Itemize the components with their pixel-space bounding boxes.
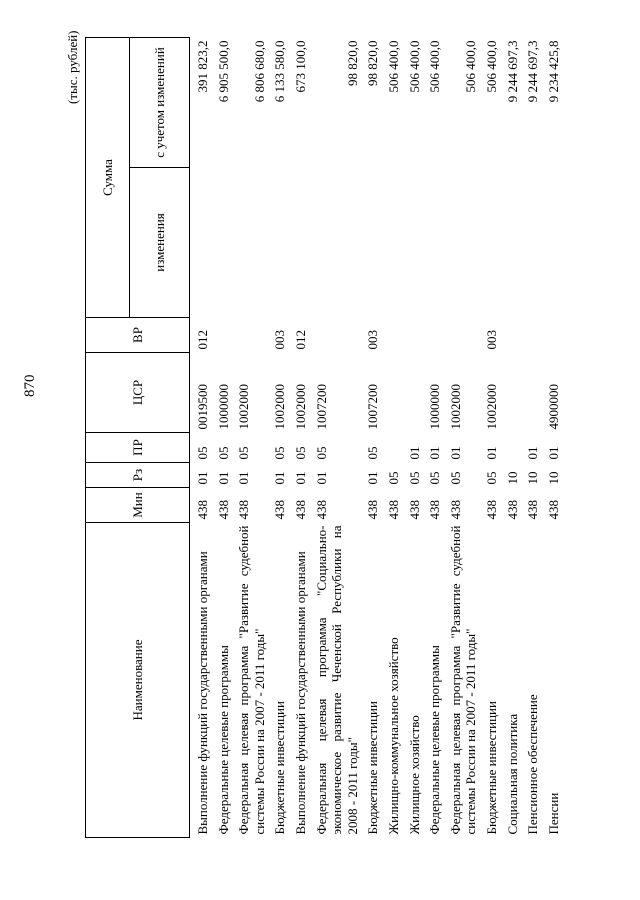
row-pr: 01 bbox=[447, 446, 463, 460]
row-total: 506 400,0 bbox=[427, 40, 443, 93]
header-name: Наименование bbox=[86, 523, 190, 838]
row-min: 438 bbox=[525, 500, 541, 520]
row-total: 9 234 425,8 bbox=[545, 40, 561, 103]
row-total: 673 100,0 bbox=[292, 40, 308, 93]
row-vr: 003 bbox=[483, 330, 499, 350]
row-name: Выполнение функций государственными органами bbox=[195, 551, 210, 835]
row-pr: 01 bbox=[406, 446, 422, 460]
row-name: Жилищное хозяйство bbox=[406, 715, 422, 835]
row-changes bbox=[383, 168, 404, 318]
row-csr: 1002000 bbox=[236, 384, 252, 430]
row-changes bbox=[190, 168, 213, 318]
table-body bbox=[190, 38, 564, 838]
row-vr bbox=[502, 318, 523, 353]
row-name: Бюджетные инвестиции bbox=[365, 701, 381, 835]
row-changes bbox=[233, 168, 269, 318]
row-csr bbox=[404, 353, 425, 433]
row-vr bbox=[233, 318, 269, 353]
row-total: 6 905 500,0 bbox=[215, 40, 231, 103]
row-csr: 1002000 bbox=[292, 384, 308, 430]
budget-table bbox=[85, 37, 563, 838]
table-row bbox=[213, 38, 234, 838]
row-rz: 05 bbox=[406, 471, 422, 485]
row-min: 438 bbox=[427, 500, 443, 520]
row-rz: 05 bbox=[447, 471, 463, 485]
row-csr: 1007200 bbox=[365, 384, 381, 430]
row-rz: 01 bbox=[236, 471, 252, 485]
row-name: Федеральная целевая программа "Социально-экономическое развитие Чеченской Республики на 2008 - 2011 годы" bbox=[313, 525, 360, 835]
table-row bbox=[522, 38, 543, 838]
row-min: 438 bbox=[483, 500, 499, 520]
row-pr: 01 bbox=[525, 446, 541, 460]
row-min: 438 bbox=[447, 500, 463, 520]
row-csr: 1002000 bbox=[447, 384, 463, 430]
row-total: 391 823,2 bbox=[195, 40, 210, 93]
header-min: Мин bbox=[86, 488, 190, 523]
row-csr: 4900000 bbox=[545, 384, 561, 430]
row-name: Пенсионное обеспечение bbox=[525, 694, 541, 835]
row-name: Выполнение функций государственными органами bbox=[292, 551, 308, 835]
row-total: 506 400,0 bbox=[463, 40, 479, 93]
table-row bbox=[543, 38, 564, 838]
row-total: 506 400,0 bbox=[483, 40, 499, 93]
table-row bbox=[290, 38, 311, 838]
row-min: 438 bbox=[385, 500, 401, 520]
row-rz: 01 bbox=[195, 471, 210, 485]
row-vr bbox=[543, 318, 564, 353]
row-pr: 05 bbox=[236, 446, 252, 460]
row-changes bbox=[311, 168, 363, 318]
row-pr: 05 bbox=[215, 446, 231, 460]
row-rz: 01 bbox=[365, 471, 381, 485]
row-changes bbox=[269, 168, 290, 318]
table-row bbox=[424, 38, 445, 838]
table-row bbox=[481, 38, 502, 838]
row-name: Жилищно-коммунальное хозяйство bbox=[385, 637, 401, 835]
row-rz: 01 bbox=[272, 471, 288, 485]
row-total: 9 244 697,3 bbox=[504, 40, 520, 103]
row-rz: 01 bbox=[313, 471, 329, 485]
row-total: 506 400,0 bbox=[406, 40, 422, 93]
row-vr bbox=[213, 318, 234, 353]
table-row bbox=[383, 38, 404, 838]
row-vr bbox=[383, 318, 404, 353]
row-total: 98 820,0 bbox=[344, 40, 360, 86]
row-vr: 003 bbox=[365, 330, 381, 350]
page-number: 870 bbox=[22, 374, 38, 397]
header-csr: ЦСР bbox=[86, 353, 190, 433]
row-rz: 01 bbox=[215, 471, 231, 485]
row-changes bbox=[404, 168, 425, 318]
row-csr: 1000000 bbox=[215, 384, 231, 430]
row-vr bbox=[311, 318, 363, 353]
table-row bbox=[269, 38, 290, 838]
table-row bbox=[311, 38, 363, 838]
row-changes bbox=[543, 168, 564, 318]
table-row bbox=[404, 38, 425, 838]
row-changes bbox=[290, 168, 311, 318]
table-header bbox=[86, 38, 190, 838]
row-csr bbox=[383, 353, 404, 433]
row-changes bbox=[445, 168, 481, 318]
header-rz: Рз bbox=[86, 463, 190, 488]
row-csr: 1000000 bbox=[427, 384, 443, 430]
row-pr: 05 bbox=[272, 446, 288, 460]
table-row bbox=[362, 38, 383, 838]
row-min: 438 bbox=[545, 500, 561, 520]
header-vr: ВР bbox=[86, 318, 190, 353]
row-total: 98 820,0 bbox=[365, 40, 381, 86]
row-min: 438 bbox=[292, 500, 308, 520]
row-name: Федеральные целевые программы bbox=[215, 645, 231, 835]
row-min: 438 bbox=[313, 500, 329, 520]
row-total: 506 400,0 bbox=[385, 40, 401, 93]
row-pr: 05 bbox=[292, 446, 308, 460]
header-sum: Сумма bbox=[86, 38, 130, 318]
row-pr: 01 bbox=[483, 446, 499, 460]
row-changes bbox=[522, 168, 543, 318]
row-changes bbox=[213, 168, 234, 318]
row-name: Федеральная целевая программа "Развитие судебной системы России на 2007 - 2011 годы" bbox=[447, 525, 479, 835]
table-row bbox=[190, 38, 213, 838]
row-rz: 01 bbox=[292, 471, 308, 485]
row-vr bbox=[404, 318, 425, 353]
row-name: Федеральная целевая программа "Развитие судебной системы России на 2007 - 2011 годы" bbox=[236, 525, 267, 835]
row-rz: 05 bbox=[427, 471, 443, 485]
row-rz: 05 bbox=[385, 471, 401, 485]
row-vr bbox=[424, 318, 445, 353]
row-total: 9 244 697,3 bbox=[525, 40, 541, 103]
row-vr: 012 bbox=[292, 330, 308, 350]
table-row bbox=[502, 38, 523, 838]
header-with-changes: с учетом изменений bbox=[130, 38, 190, 168]
row-changes bbox=[502, 168, 523, 318]
row-name: Федеральные целевые программы bbox=[427, 645, 443, 835]
row-pr bbox=[383, 433, 404, 463]
row-name: Социальная политика bbox=[504, 713, 520, 835]
row-vr bbox=[522, 318, 543, 353]
row-min: 438 bbox=[504, 500, 520, 520]
header-pr: ПР bbox=[86, 433, 190, 463]
row-min: 438 bbox=[236, 500, 252, 520]
row-min: 438 bbox=[406, 500, 422, 520]
row-rz: 05 bbox=[483, 471, 499, 485]
row-vr: 012 bbox=[195, 330, 210, 350]
row-min: 438 bbox=[365, 500, 381, 520]
row-pr: 05 bbox=[195, 446, 210, 460]
row-changes bbox=[481, 168, 502, 318]
table-row bbox=[445, 38, 481, 838]
row-total: 6 806 680,0 bbox=[251, 40, 267, 103]
row-min: 438 bbox=[215, 500, 231, 520]
row-pr: 01 bbox=[545, 446, 561, 460]
row-total: 6 133 580,0 bbox=[272, 40, 288, 103]
header-changes: изменения bbox=[130, 168, 190, 318]
row-pr: 05 bbox=[365, 446, 381, 460]
row-csr: 1007200 bbox=[313, 384, 329, 430]
row-csr: 1002000 bbox=[272, 384, 288, 430]
row-changes bbox=[362, 168, 383, 318]
row-name: Пенсии bbox=[545, 792, 561, 835]
row-rz: 10 bbox=[525, 471, 541, 485]
row-pr bbox=[502, 433, 523, 463]
row-vr bbox=[445, 318, 481, 353]
row-rz: 10 bbox=[504, 471, 520, 485]
row-name: Бюджетные инвестиции bbox=[272, 701, 288, 835]
row-csr bbox=[522, 353, 543, 433]
row-pr: 01 bbox=[427, 446, 443, 460]
row-min: 438 bbox=[195, 500, 210, 520]
row-pr: 05 bbox=[313, 446, 329, 460]
budget-table-rotated bbox=[85, 38, 565, 838]
row-csr: 0019500 bbox=[195, 384, 210, 430]
row-csr bbox=[502, 353, 523, 433]
row-changes bbox=[424, 168, 445, 318]
row-csr: 1002000 bbox=[483, 384, 499, 430]
row-name: Бюджетные инвестиции bbox=[483, 701, 499, 835]
row-rz: 10 bbox=[545, 471, 561, 485]
table-row bbox=[233, 38, 269, 838]
row-vr: 003 bbox=[272, 330, 288, 350]
units-label: (тыс. рублей) bbox=[65, 30, 80, 104]
row-min: 438 bbox=[272, 500, 288, 520]
